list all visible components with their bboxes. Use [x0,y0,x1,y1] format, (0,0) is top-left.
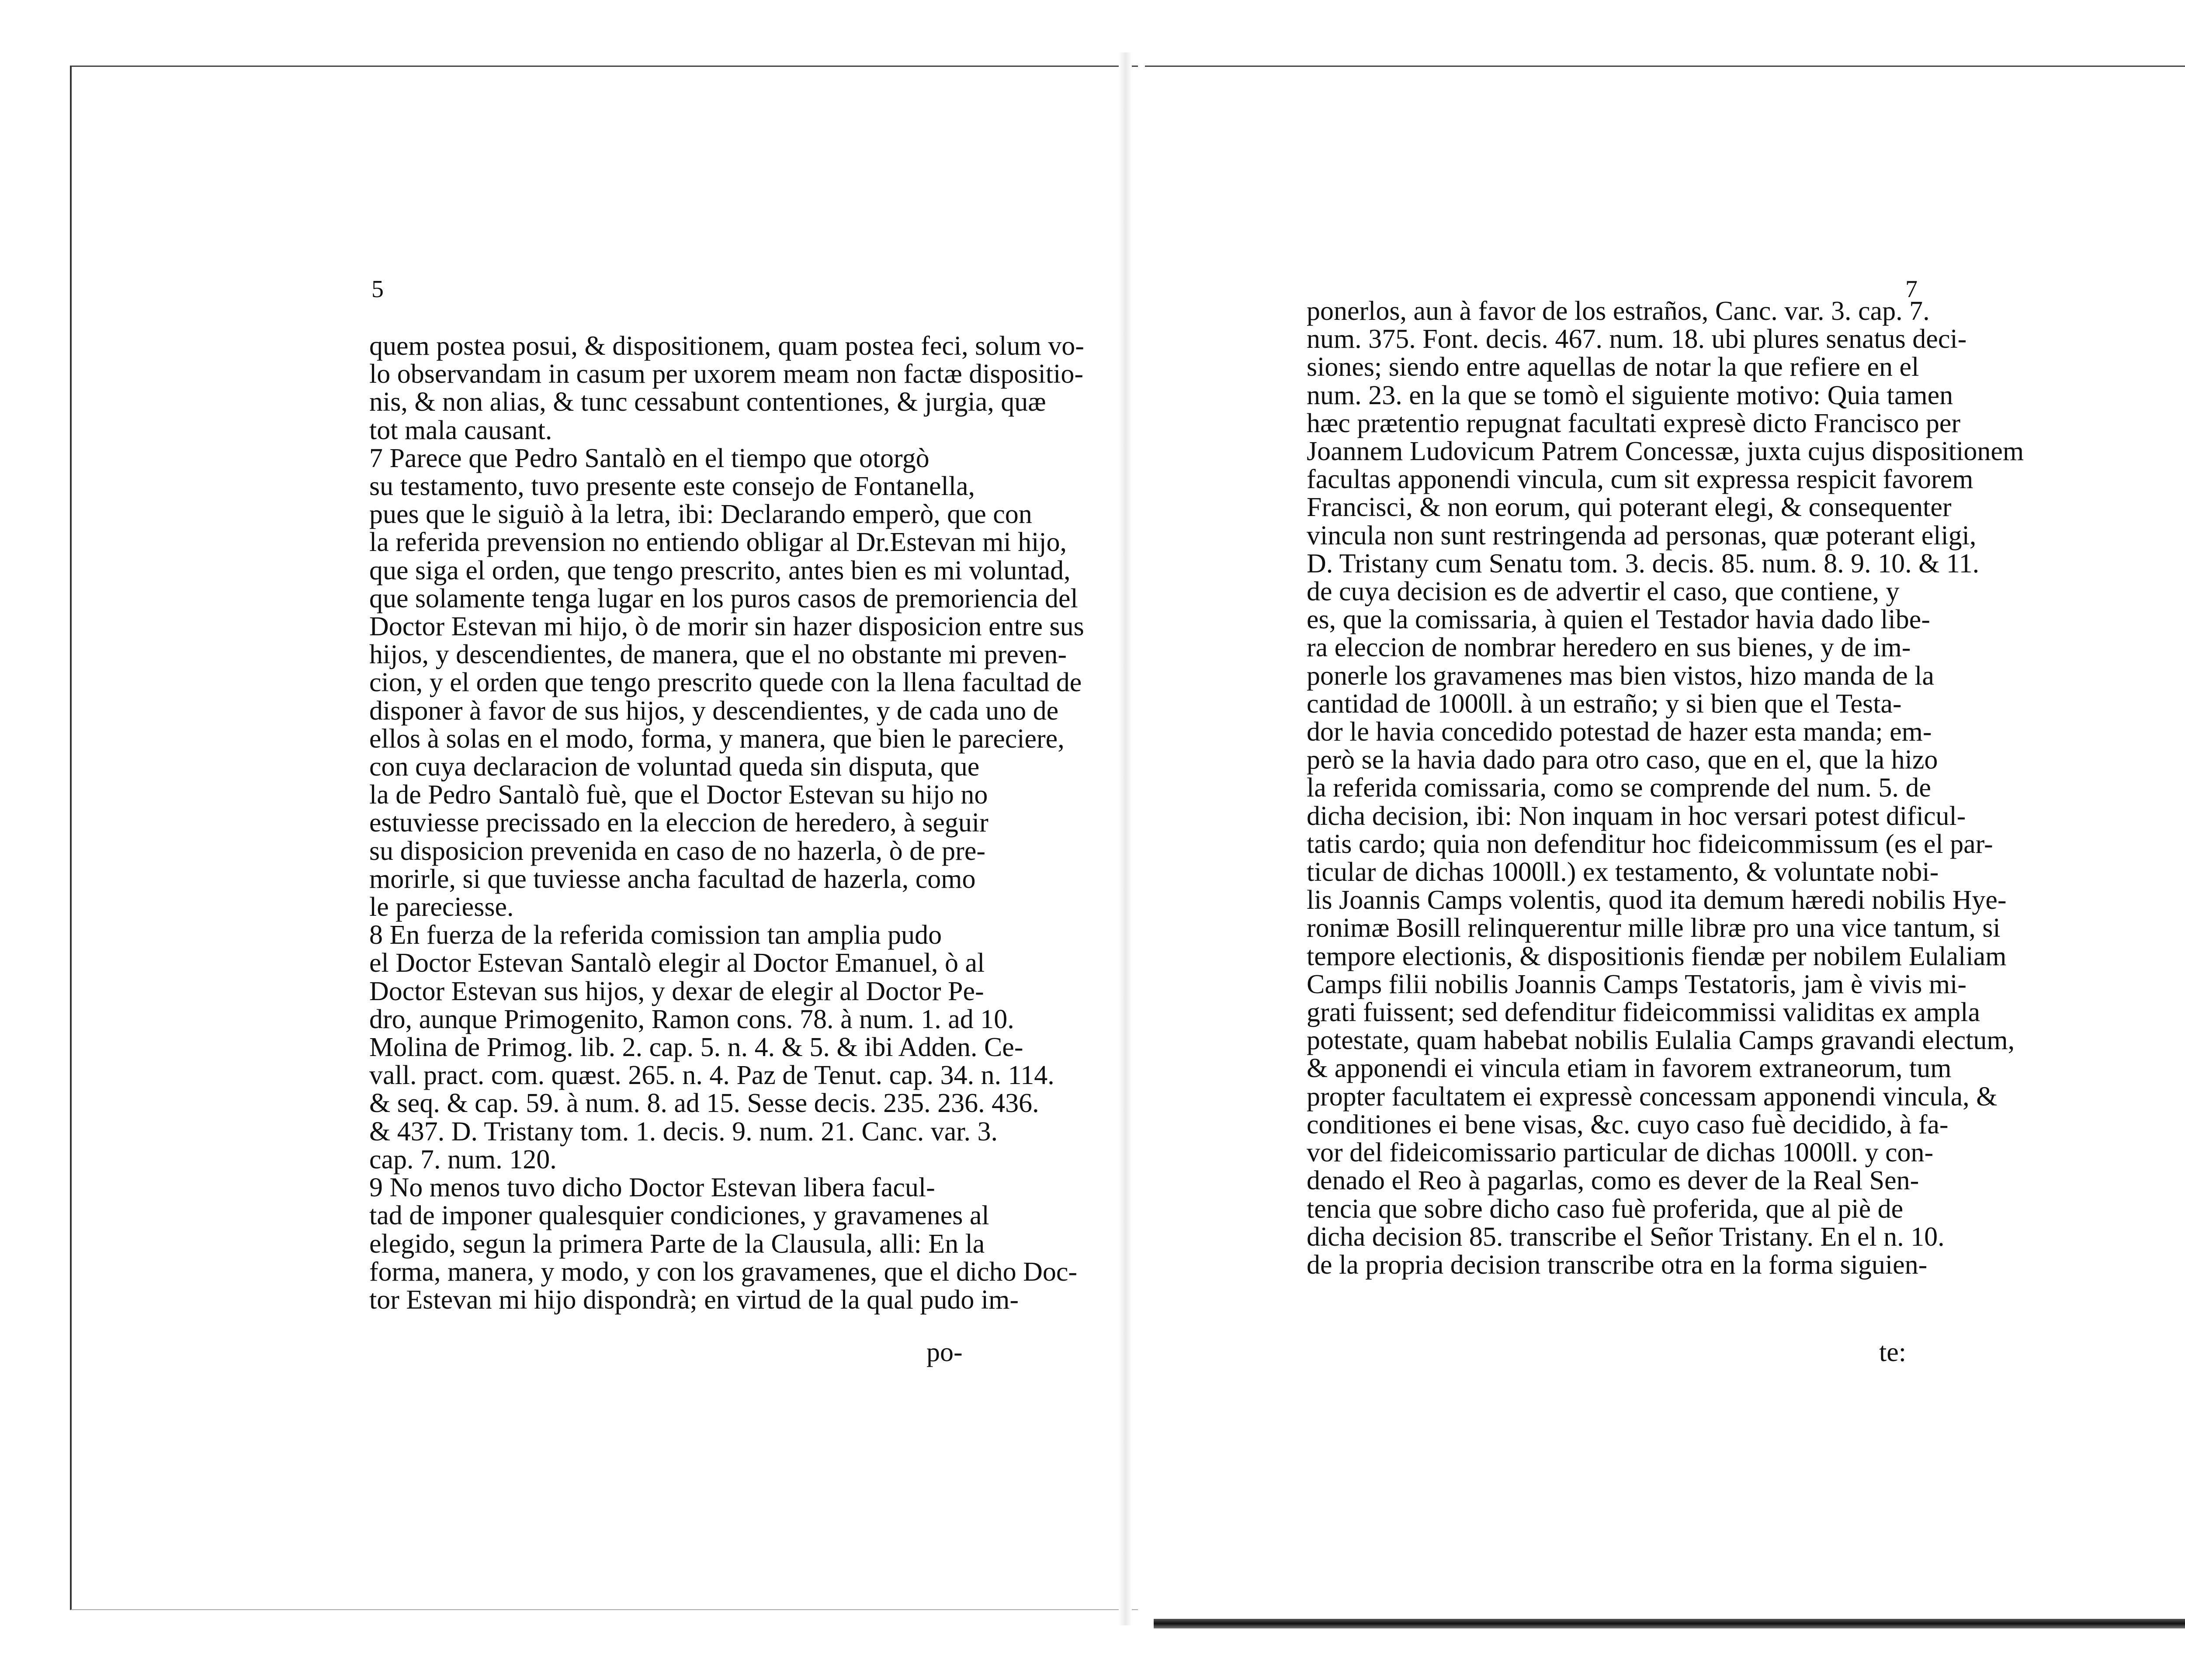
text-line: ronimæ Bosill relinquerentur mille libræ pro una vice tantum, si [1307,913,2001,943]
text-line: Francisci, & non eorum, qui poterant elegi, & consequenter [1307,492,1952,523]
text-line: su disposicion prevenida en caso de no hazerla, ò de pre- [369,836,985,866]
text-line: vor del fideicomissario particular de dichas 1000ll. y con- [1307,1138,1934,1168]
text-line: que solamente tenga lugar en los puros casos de premoriencia del [369,583,1078,613]
text-line: es, que la comissaria, à quien el Testador havia dado libe- [1307,605,1930,635]
book-gutter [1119,52,1132,1625]
text-line: tor Estevan mi hijo dispondrà; en virtud de la qual pudo im- [369,1285,1019,1315]
text-line: la referida prevension no entiendo obligar al Dr.Estevan mi hijo, [369,527,1067,558]
text-line: tatis cardo; quia non defenditur hoc fideicommissum (es el par- [1307,829,1993,859]
text-line: tad de imponer qualesquier condiciones, y gravamenes al [369,1201,989,1231]
text-line: conditiones ei bene visas, &c. cuyo caso fuè decidido, à fa- [1307,1109,1949,1140]
text-line: & seq. & cap. 59. à num. 8. ad 15. Sesse decis. 235. 236. 436. [369,1088,1039,1119]
right-page-number: 7 [1905,276,1918,303]
text-line: estuviesse precissado en la eleccion de heredero, à seguir [369,808,988,838]
text-line: num. 23. en la que se tomò el siguiente motivo: Quia tamen [1307,380,1953,410]
text-line: tot mala causant. [369,415,552,445]
text-line: ponerlos, aun à favor de los estraños, Canc. var. 3. cap. 7. [1307,296,1930,326]
text-line: ponerle los gravamenes mas bien vistos, hizo manda de la [1307,661,1934,691]
left-page-text [369,331,1084,1315]
text-line: quem postea posui, & dispositionem, quam postea feci, solum vo- [369,331,1084,361]
text-line: ra eleccion de nombrar heredero en sus bienes, y de im- [1307,633,1911,663]
text-line: el Doctor Estevan Santalò elegir al Doctor Emanuel, ò al [369,948,985,978]
text-line: cap. 7. num. 120. [369,1144,557,1174]
text-line: propter facultatem ei expressè concessam apponendi vincula, & [1307,1081,1998,1112]
text-line: vall. pract. com. quæst. 265. n. 4. Paz de Tenut. cap. 34. n. 114. [369,1060,1054,1091]
text-line: siones; siendo entre aquellas de notar la que refiere en el [1307,352,1919,382]
text-line: potestate, quam habebat nobilis Eulalia Camps gravandi electum, [1307,1025,2015,1056]
text-line: dicha decision 85. transcribe el Señor Tristany. En el n. 10. [1307,1222,1945,1252]
text-line: Molina de Primog. lib. 2. cap. 5. n. 4. & 5. & ibi Adden. Ce- [369,1032,1023,1063]
page-bottom-edge [1154,1619,2185,1628]
text-line: forma, manera, y modo, y con los gravamenes, que el dicho Doc- [369,1257,1078,1287]
right-catchword: te: [1879,1337,1906,1367]
text-line: denado el Reo à pagarlas, como es dever de la Real Sen- [1307,1166,1919,1196]
text-line: la de Pedro Santalò fuè, que el Doctor Estevan su hijo no [369,780,988,810]
text-line: 9 No menos tuvo dicho Doctor Estevan libera facul- [369,1173,935,1203]
text-line: hæc prætentio repugnat facultati expresè dicto Francisco per [1307,408,1961,438]
left-catchword: po- [926,1337,963,1367]
right-page-text [1307,296,2024,1280]
text-line: 7 Parece que Pedro Santalò en el tiempo que otorgò [369,443,929,473]
text-line: grati fuissent; sed defenditur fideicommissi validitas ex ampla [1307,998,1980,1028]
text-line: cion, y el orden que tengo prescrito quede con la llena facultad de [369,668,1082,698]
text-line: 8 En fuerza de la referida comission tan amplia pudo [369,920,942,950]
text-line: Joannem Ludovicum Patrem Concessæ, juxta cujus dispositionem [1307,436,2024,467]
text-line: morirle, si que tuviesse ancha facultad de hazerla, como [369,864,976,894]
text-line: elegido, segun la primera Parte de la Clausula, alli: En la [369,1229,985,1259]
text-line: de la propria decision transcribe otra en la forma siguien- [1307,1250,1928,1280]
text-line: dor le havia concedido potestad de hazer esta manda; em- [1307,717,1932,747]
text-line: que siga el orden, que tengo prescrito, antes bien es mi voluntad, [369,555,1071,585]
text-line: lo observandam in casum per uxorem meam non factæ dispositio- [369,359,1084,389]
text-line: con cuya declaracion de voluntad queda sin disputa, que [369,752,980,782]
text-line: tempore electionis, & dispositionis fiendæ per nobilem Eulaliam [1307,941,2007,971]
text-line: & 437. D. Tristany tom. 1. decis. 9. num. 21. Canc. var. 3. [369,1116,998,1147]
text-line: però se la havia dado para otro caso, que en el, que la hizo [1307,745,1938,775]
text-line: Doctor Estevan sus hijos, y dexar de elegir al Doctor Pe- [369,976,984,1006]
text-line: ellos à solas en el modo, forma, y manera, que bien le pareciere, [369,724,1065,754]
text-line: la referida comissaria, como se comprende del num. 5. de [1307,773,1931,803]
text-line: vincula non sunt restringenda ad personas, quæ poterant eligi, [1307,520,1977,551]
text-line: pues que le siguiò à la letra, ibi: Declarando emperò, que con [369,499,1032,530]
text-line: le pareciesse. [369,892,514,922]
text-line: nis, & non alias, & tunc cessabunt contentiones, & jurgia, quæ [369,387,1046,417]
text-line: cantidad de 1000ll. à un estraño; y si bien que el Testa- [1307,689,1902,719]
text-line: su testamento, tuvo presente este consejo de Fontanella, [369,471,975,502]
text-line: num. 375. Font. decis. 467. num. 18. ubi plures senatus deci- [1307,324,1967,354]
text-line: Camps filii nobilis Joannis Camps Testatoris, jam è vivis mi- [1307,969,1967,999]
text-line: de cuya decision es de advertir el caso, que contiene, y [1307,577,1900,607]
text-line: tencia que sobre dicho caso fuè proferida, que al piè de [1307,1194,1904,1224]
text-line: disponer à favor de sus hijos, y descendientes, y de cada uno de [369,696,1059,726]
text-line: lis Joannis Camps volentis, quod ita demum hæredi nobilis Hye- [1307,885,2007,915]
left-page-number: 5 [371,276,384,303]
text-line: ticular de dichas 1000ll.) ex testamento, & voluntate nobi- [1307,857,1939,887]
text-line: hijos, y descendientes, de manera, que el no obstante mi preven- [369,640,1067,670]
text-line: facultas apponendi vincula, cum sit expressa respicit favorem [1307,464,1973,495]
text-line: Doctor Estevan mi hijo, ò de morir sin hazer disposicion entre sus [369,612,1084,642]
text-line: dicha decision, ibi: Non inquam in hoc versari potest dificul- [1307,801,1966,831]
text-line: & apponendi ei vincula etiam in favorem extraneorum, tum [1307,1053,1952,1084]
text-line: dro, aunque Primogenito, Ramon cons. 78. à num. 1. ad 10. [369,1004,1014,1034]
text-line: D. Tristany cum Senatu tom. 3. decis. 85. num. 8. 9. 10. & 11. [1307,548,1980,578]
